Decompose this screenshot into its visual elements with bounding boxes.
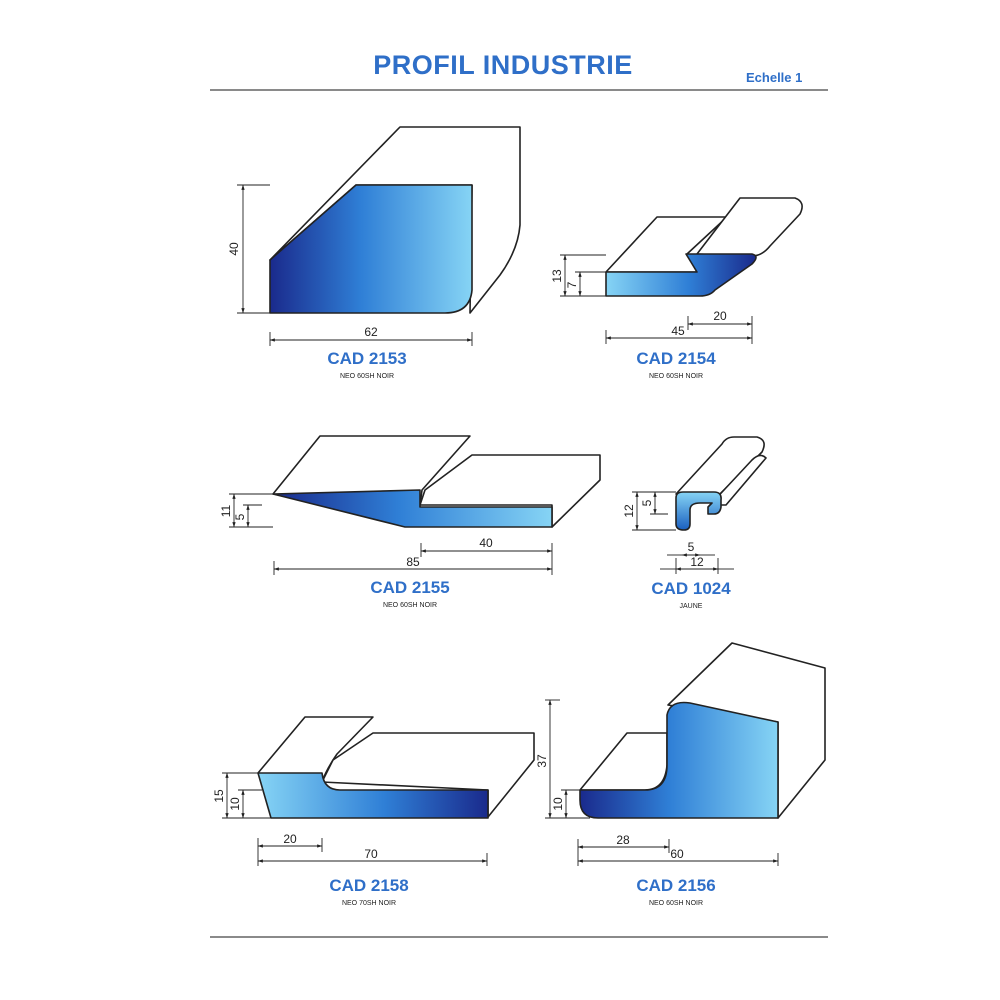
profile-material: NEO 70SH NOIR	[341, 900, 397, 907]
profile-cad-2153	[227, 127, 520, 380]
dim-lip: 10	[228, 797, 242, 811]
profile-material: NEO 60SH NOIR	[648, 900, 704, 907]
profile-material: NEO 60SH NOIR	[648, 373, 704, 380]
dim-height: 15	[212, 789, 226, 803]
dim-height: 37	[535, 754, 549, 768]
profile-material: NEO 60SH NOIR	[339, 373, 395, 380]
profile-cad-2158	[212, 717, 534, 907]
dim-height: 40	[227, 242, 241, 256]
dim-height: 13	[550, 269, 564, 283]
dim-height: 11	[219, 504, 233, 518]
profile-cad-2156	[535, 643, 825, 907]
profile-code: CAD 2155	[370, 578, 450, 597]
dim-step: 20	[283, 832, 297, 846]
profile-material: JAUNE	[679, 603, 703, 610]
dim-width: 12	[690, 555, 704, 569]
dim-lip: 5	[640, 499, 654, 507]
dim-width: 85	[406, 555, 420, 569]
profile-code: CAD 2153	[327, 349, 407, 368]
dim-width: 70	[364, 847, 378, 861]
dim-width: 62	[364, 325, 378, 339]
dim-lip: 5	[233, 513, 247, 521]
dim-width: 45	[671, 324, 685, 338]
profile-cad-2155	[219, 436, 600, 609]
dim-gap: 5	[687, 540, 695, 554]
dim-height: 12	[622, 504, 636, 518]
profile-code: CAD 2158	[329, 876, 409, 895]
profile-cad-2154	[550, 198, 802, 380]
profile-code: CAD 2156	[636, 876, 716, 895]
page-title: PROFIL INDUSTRIE	[373, 50, 633, 80]
dim-step: 40	[479, 536, 493, 550]
profile-cad-1024	[622, 437, 766, 610]
dim-top: 20	[713, 309, 727, 323]
profile-code: CAD 2154	[636, 349, 716, 368]
dim-step: 28	[616, 833, 630, 847]
dim-width: 60	[670, 847, 684, 861]
profile-code: CAD 1024	[651, 579, 731, 598]
dim-lip: 7	[565, 281, 579, 289]
dim-lip: 10	[551, 797, 565, 811]
scale-label: Echelle 1	[746, 70, 803, 85]
profile-material: NEO 60SH NOIR	[382, 602, 438, 609]
